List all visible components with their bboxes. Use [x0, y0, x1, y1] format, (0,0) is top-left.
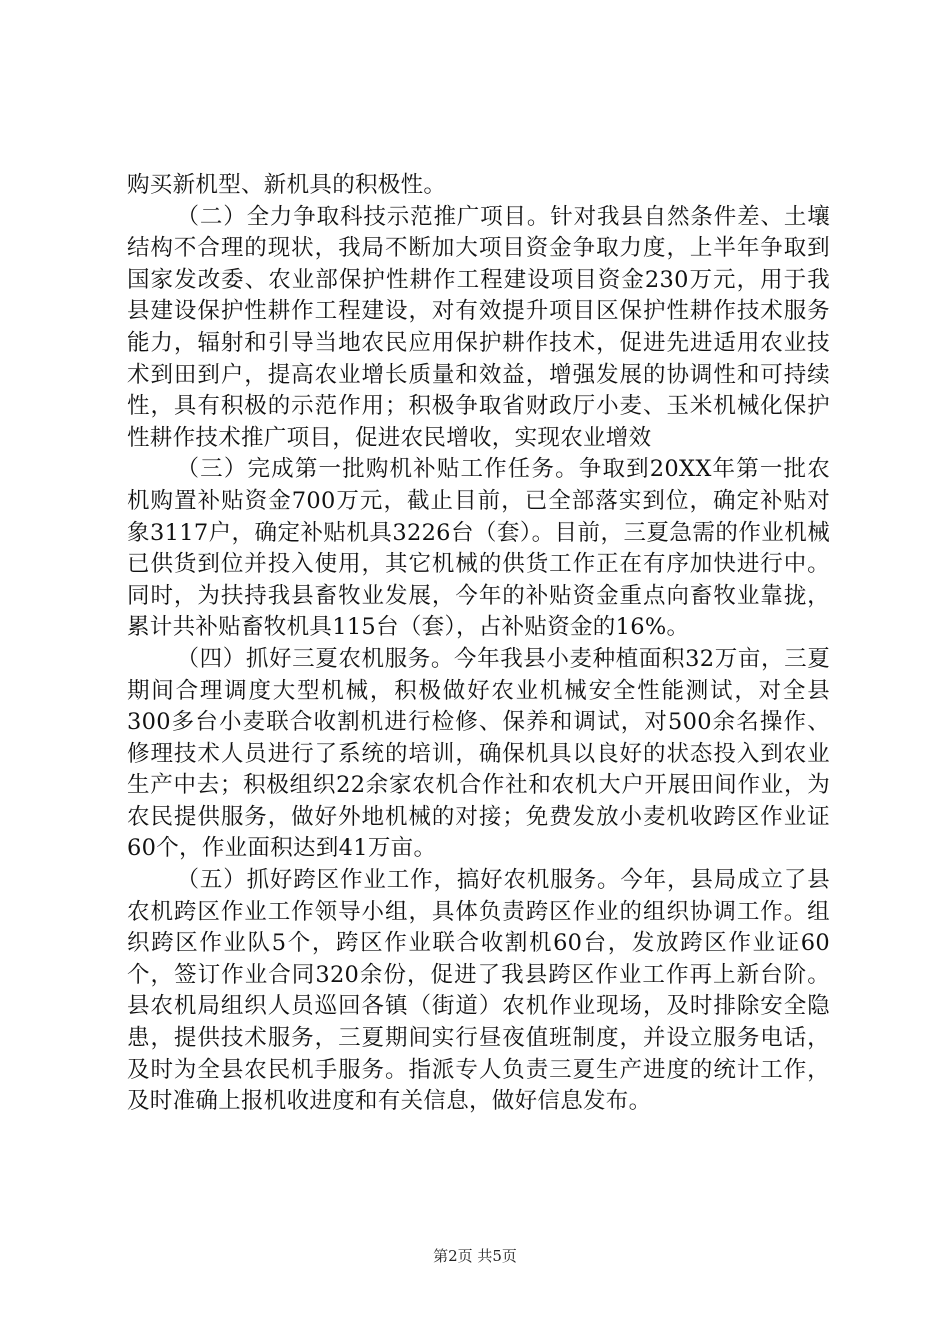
paragraph-section-5: （五）抓好跨区作业工作，搞好农机服务。今年，县局成立了县农机跨区作业工作领导小组，具体负责跨区作业的组织协调工作。组织跨区作业队5个，跨区作业联合收割机60台，发放跨区作业证60个，签订作业合同320余份，促进了我县跨区作业工作再上新台阶。县农机局组织人员巡回各镇（街道）农机作业现场，及时排除安全隐患，提供技术服务，三夏期间实行昼夜值班制度，并设立服务电话，及时为全县农民机手服务。指派专人负责三夏生产进度的统计工作，及时准确上报机收进度和有关信息，做好信息发布。	[127, 867, 830, 1115]
paragraph-section-2: （二）全力争取科技示范推广项目。针对我县自然条件差、土壤结构不合理的现状，我局不断加大项目资金争取力度，上半年争取到国家发改委、农业部保护性耕作工程建设项目资金230万元，用于我县建设保护性耕作工程建设，对有效提升项目区保护性耕作技术服务能力，辐射和引导当地农民应用保护耕作技术，促进先进适用农业技术到田到户，提高农业增长质量和效益，增强发展的协调性和可持续性，具有积极的示范作用；积极争取省财政厅小麦、玉米机械化保护性耕作技术推广项目，促进农民增收，实现农业增效	[127, 203, 830, 451]
page-number-footer: 第2页 共5页	[433, 1247, 517, 1265]
paragraph-section-4: （四）抓好三夏农机服务。今年我县小麦种植面积32万亩，三夏期间合理调度大型机械，积极做好农业机械安全性能测试，对全县300多台小麦联合收割机进行检修、保养和调试，对500余名操作、修理技术人员进行了系统的培训，确保机具以良好的状态投入到农业生产中去；积极组织22余家农机合作社和农机大户开展田间作业，为农民提供服务，做好外地机械的对接；免费发放小麦机收跨区作业证60个，作业面积达到41万亩。	[127, 645, 830, 862]
paragraph-continuation: 购买新机型、新机具的积极性。	[127, 172, 447, 198]
paragraph-section-3: （三）完成第一批购机补贴工作任务。争取到20XX年第一批农机购置补贴资金700万元，截止目前，已全部落实到位，确定补贴对象3117户，确定补贴机具3226台（套）。目前，三夏急需的作业机械已供货到位并投入使用，其它机械的供货工作正在有序加快进行中。同时，为扶持我县畜牧业发展，今年的补贴资金重点向畜牧业靠拢，累计共补贴畜牧机具115台（套），占补贴资金的16%。	[127, 456, 830, 641]
document-body	[127, 170, 830, 1118]
